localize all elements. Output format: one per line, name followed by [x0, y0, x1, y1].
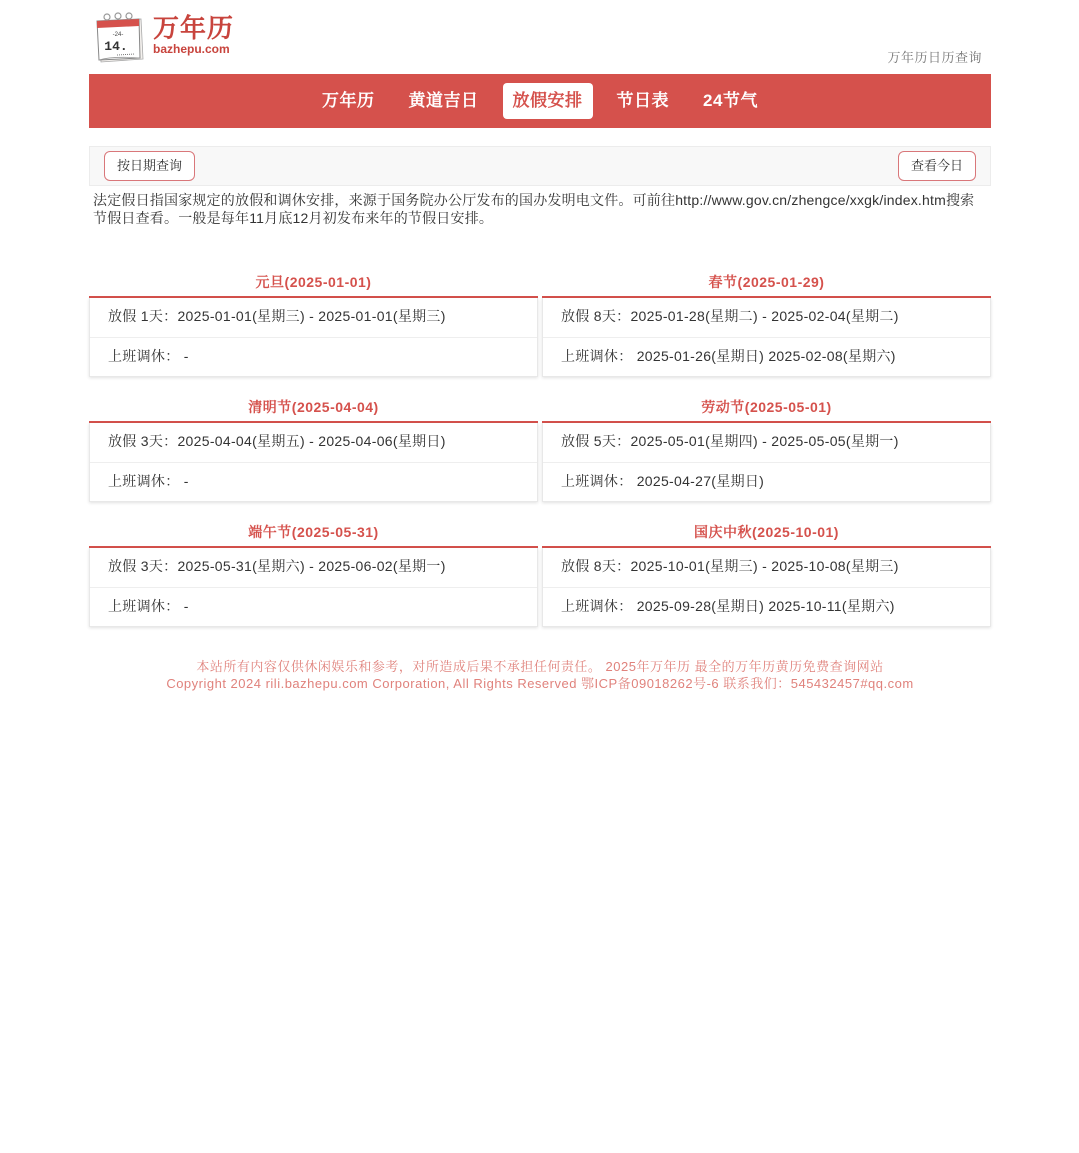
holiday-leave-row: 放假 3天：2025-05-31(星期六) - 2025-06-02(星期一): [108, 558, 446, 574]
holiday-workday-row: 上班调休： 2025-09-28(星期日) 2025-10-11(星期六): [543, 587, 990, 626]
nav-item-solar-terms[interactable]: 24节气: [703, 91, 758, 110]
holiday-card: [89, 268, 538, 393]
holiday-card: [542, 393, 991, 518]
calendar-query-link[interactable]: 万年历日历查询: [887, 50, 982, 65]
svg-text:14.: 14.: [104, 39, 128, 54]
holiday-leave-row: 放假 5天：2025-05-01(星期四) - 2025-05-05(星期一): [561, 433, 899, 449]
holiday-title: 端午节(2025-05-31): [89, 518, 538, 548]
site-header: [89, 0, 991, 74]
nav-item-calendar[interactable]: 万年历: [322, 91, 375, 110]
holiday-leave-row: 放假 1天：2025-01-01(星期三) - 2025-01-01(星期三): [108, 308, 446, 324]
site-footer: [89, 658, 991, 692]
view-today-button[interactable]: 查看今日: [898, 151, 976, 181]
site-logo[interactable]: [93, 9, 243, 65]
holiday-workday-row: 上班调休： -: [90, 462, 537, 501]
holiday-workday-row: 上班调休： -: [90, 587, 537, 626]
holiday-title: 元旦(2025-01-01): [89, 268, 538, 298]
holiday-card: [89, 393, 538, 518]
holiday-workday-row: 上班调休： -: [90, 337, 537, 376]
holiday-title: 劳动节(2025-05-01): [542, 393, 991, 423]
toolbar: [89, 146, 991, 186]
holiday-card: [542, 268, 991, 393]
holiday-workday-row: 上班调休： 2025-04-27(星期日): [543, 462, 990, 501]
holiday-title: 清明节(2025-04-04): [89, 393, 538, 423]
holiday-card: [542, 518, 991, 643]
holiday-description: 法定假日指国家规定的放假和调休安排，来源于国务院办公厅发布的国办发明电文件。可前往http://www.gov.cn/zhengce/xxgk/index.htm搜索节假日查看。一般是每年11月底12月初发布来年的节假日安排。: [93, 192, 975, 226]
logo-title: 万年历: [153, 13, 235, 43]
main-nav: [89, 74, 991, 128]
holiday-workday-row: 上班调休： 2025-01-26(星期日) 2025-02-08(星期六): [543, 337, 990, 376]
footer-copyright: Copyright 2024 rili.bazhepu.com Corporation, All Rights Reserved 鄂ICP备09018262号-6 联系我们：545432457#qq.com: [166, 676, 914, 691]
calendar-logo-icon: [93, 9, 147, 65]
holiday-card: [89, 518, 538, 643]
holiday-title: 春节(2025-01-29): [542, 268, 991, 298]
footer-disclaimer: 本站所有内容仅供休闲娱乐和参考，对所造成后果不承担任何责任。 2025年万年历 最全的万年历黄历免费查询网站: [196, 659, 884, 674]
query-by-date-button[interactable]: 按日期查询: [104, 151, 195, 181]
logo-domain: bazhepu.com: [153, 42, 230, 56]
holiday-title: 国庆中秋(2025-10-01): [542, 518, 991, 548]
holiday-leave-row: 放假 8天：2025-01-28(星期二) - 2025-02-04(星期二): [561, 308, 899, 324]
holiday-leave-row: 放假 8天：2025-10-01(星期三) - 2025-10-08(星期三): [561, 558, 899, 574]
nav-item-auspicious-days[interactable]: 黄道吉日: [408, 91, 479, 110]
holiday-leave-row: 放假 3天：2025-04-04(星期五) - 2025-04-06(星期日): [108, 433, 446, 449]
nav-item-holiday-schedule[interactable]: 放假安排: [503, 83, 593, 119]
svg-text:-24-: -24-: [112, 32, 124, 38]
nav-item-festival-table[interactable]: 节日表: [616, 91, 670, 110]
holiday-grid: [89, 268, 991, 643]
